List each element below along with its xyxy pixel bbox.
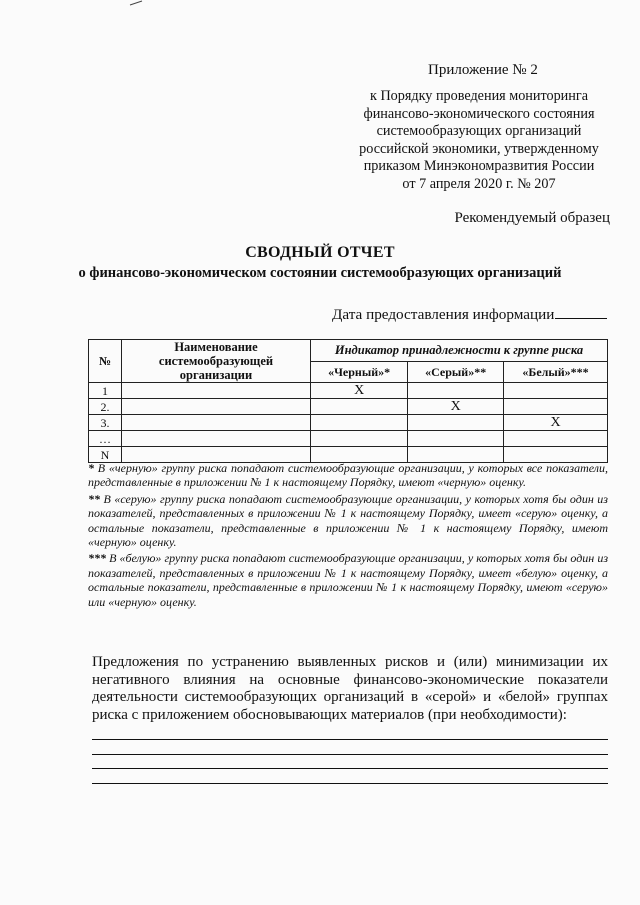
recommended-sample-label: Рекомендуемый образец [454, 210, 610, 226]
date-field [332, 306, 607, 324]
row-number: 2. [89, 399, 122, 415]
header-organization-name: Наименование системообразующей организации [122, 340, 311, 383]
row-organization[interactable] [122, 399, 311, 415]
proposal-line[interactable] [92, 783, 608, 784]
row-number: … [89, 431, 122, 447]
page-title: СВОДНЫЙ ОТЧЕТ [245, 244, 395, 261]
proposals-text: Предложения по устранению выявленных рисков и (или) минимизации их негативного влияния на основные финансово-экономические показатели деятельности системообразующих организаций в «серой» и «белой» группах риска с приложением обосновывающих материалов (при необходимости): [92, 654, 608, 723]
footnote-black [88, 461, 608, 490]
appendix-reference [348, 88, 610, 193]
footnote-mark: *** [88, 551, 106, 566]
scan-mark [128, 0, 144, 6]
table-row [89, 415, 608, 431]
proposal-line[interactable] [92, 754, 608, 755]
page-subtitle: о финансово-экономическом состоянии системообразующих организаций [78, 265, 562, 281]
proposal-line[interactable] [92, 768, 608, 769]
row-black-mark: X [311, 383, 408, 399]
appendix-title: Приложение № 2 [428, 62, 538, 78]
footnote-mark: ** [88, 491, 100, 506]
proposal-line[interactable] [92, 739, 608, 740]
date-label: Дата предоставления информации [332, 306, 555, 323]
date-blank[interactable] [555, 306, 607, 319]
row-number: N [89, 447, 122, 463]
header-black: «Черный»* [311, 361, 408, 383]
row-black-mark [311, 399, 408, 415]
row-number: 1 [89, 383, 122, 399]
header-gray: «Серый»** [408, 361, 504, 383]
table-row [89, 383, 608, 399]
row-gray-mark [408, 431, 504, 447]
row-number: 3. [89, 415, 122, 431]
appendix-line: системообразующих организаций [376, 123, 582, 139]
appendix-line: от 7 апреля 2020 г. № 207 [402, 175, 556, 192]
row-organization[interactable] [122, 383, 311, 399]
header-risk-indicator: Индикатор принадлежности к группе риска [311, 340, 608, 362]
row-white-mark [504, 399, 608, 415]
risk-group-table [88, 339, 608, 463]
footnote-text: В «черную» группу риска попадают системообразующие организации, у которых все показатели, представленные в приложении № 1 к настоящему Порядку, имеют «черную» оценку. [88, 461, 608, 490]
appendix-line: приказом Минэкономразвития России [363, 158, 595, 174]
header-white: «Белый»*** [504, 361, 608, 383]
row-black-mark [311, 431, 408, 447]
footnote-gray [88, 492, 608, 550]
table-row [89, 399, 608, 415]
row-white-mark [504, 431, 608, 447]
header-number: № [89, 340, 122, 383]
table-row [89, 431, 608, 447]
row-organization[interactable] [122, 431, 311, 447]
footnote-white [88, 551, 608, 609]
row-white-mark: X [504, 415, 608, 431]
footnote-text: В «серую» группу риска попадают системообразующие организации, у которых хотя бы один из показателей, представленных в приложении № 1 к настоящему Порядку, имеет «серую» оценку, а остальные показатели, представленные в приложении № 1 к настоящему Порядку, имеют «черную» оценку. [88, 491, 608, 550]
row-organization[interactable] [122, 415, 311, 431]
footnote-mark: * [88, 461, 94, 475]
appendix-line: российской экономики, утвержденному [359, 140, 599, 157]
row-gray-mark [408, 383, 504, 399]
footnotes [88, 461, 608, 611]
row-white-mark [504, 383, 608, 399]
row-black-mark [311, 415, 408, 431]
footnote-text: В «белую» группу риска попадают системообразующие организации, у которых хотя бы один из показателей, представленных в приложении № 1 к настоящему Порядку, имеет «белую» оценку, а остальные показатели, представленные в приложении № 1 к настоящему Порядку, имеют «серую» или «черную» оценку. [88, 551, 608, 609]
appendix-line: к Порядку проведения мониторинга [370, 88, 588, 104]
row-gray-mark: X [408, 399, 504, 415]
appendix-line: финансово-экономического состояния [363, 105, 595, 122]
row-gray-mark [408, 415, 504, 431]
